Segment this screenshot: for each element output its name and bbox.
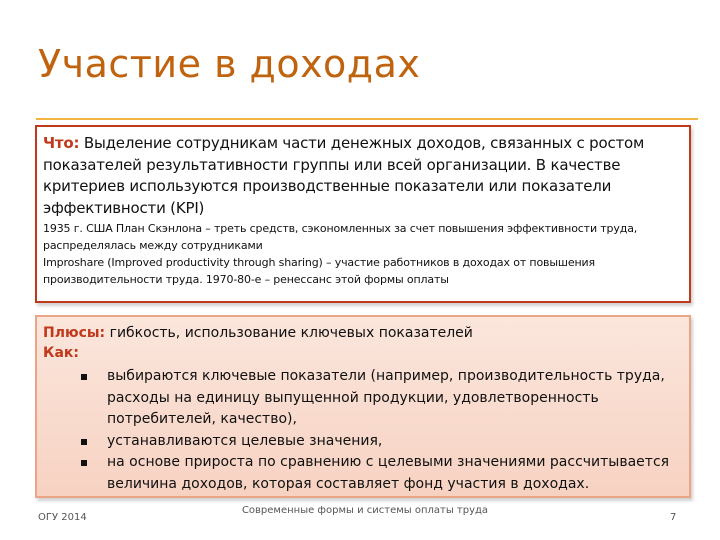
what-description bbox=[43, 133, 683, 219]
title-divider bbox=[36, 118, 698, 120]
how-label: Как: bbox=[43, 345, 79, 361]
how-list bbox=[43, 366, 681, 495]
page-number: 7 bbox=[670, 512, 677, 523]
footer-course-title: Современные формы и системы оплаты труда bbox=[241, 505, 489, 516]
bullet-icon bbox=[81, 374, 87, 380]
bullet-icon bbox=[81, 439, 87, 445]
plus-box bbox=[35, 315, 691, 498]
list-item bbox=[103, 452, 681, 495]
list-item-text: на основе прироста по сравнению с целевыми значениями рассчитывается величина доходов, которая составляет фонд участия в доходах. bbox=[107, 454, 670, 492]
what-text: Выделение сотрудникам части денежных доходов, связанных с ростом показателей результативности группы или всей организации. В качестве критериев используются производственные показатели или показатели эффективности (KPI) bbox=[43, 134, 645, 217]
plus-label: Плюсы: bbox=[43, 325, 106, 341]
what-label: Что: bbox=[43, 134, 80, 152]
list-item-text: устанавливаются целевые значения, bbox=[107, 432, 383, 449]
bullet-icon bbox=[81, 460, 87, 466]
what-box bbox=[35, 125, 691, 303]
footer-org: ОГУ 2014 bbox=[38, 512, 87, 523]
list-item-text: выбираются ключевые показатели (например, производительность труда, расходы на единицу выпущенной продукции, удовлетворенность потребителей, качество), bbox=[107, 368, 665, 427]
list-item bbox=[103, 366, 681, 431]
plus-line bbox=[43, 323, 681, 343]
plus-text: гибкость, использование ключевых показателей bbox=[105, 325, 473, 341]
slide-title: Участие в доходах bbox=[38, 42, 421, 86]
history-scanlon: 1935 г. США План Скэнлона – треть средств, сэкономленных за счет повышения эффективности труда, распределялась между сотрудниками bbox=[43, 222, 638, 252]
history-improshare: Improshare (Improved productivity through sharing) – участие работников в доходах от повышения производительности труда. 1970-80-е – ренессанс этой формы оплаты bbox=[43, 256, 595, 286]
list-item bbox=[103, 431, 681, 453]
